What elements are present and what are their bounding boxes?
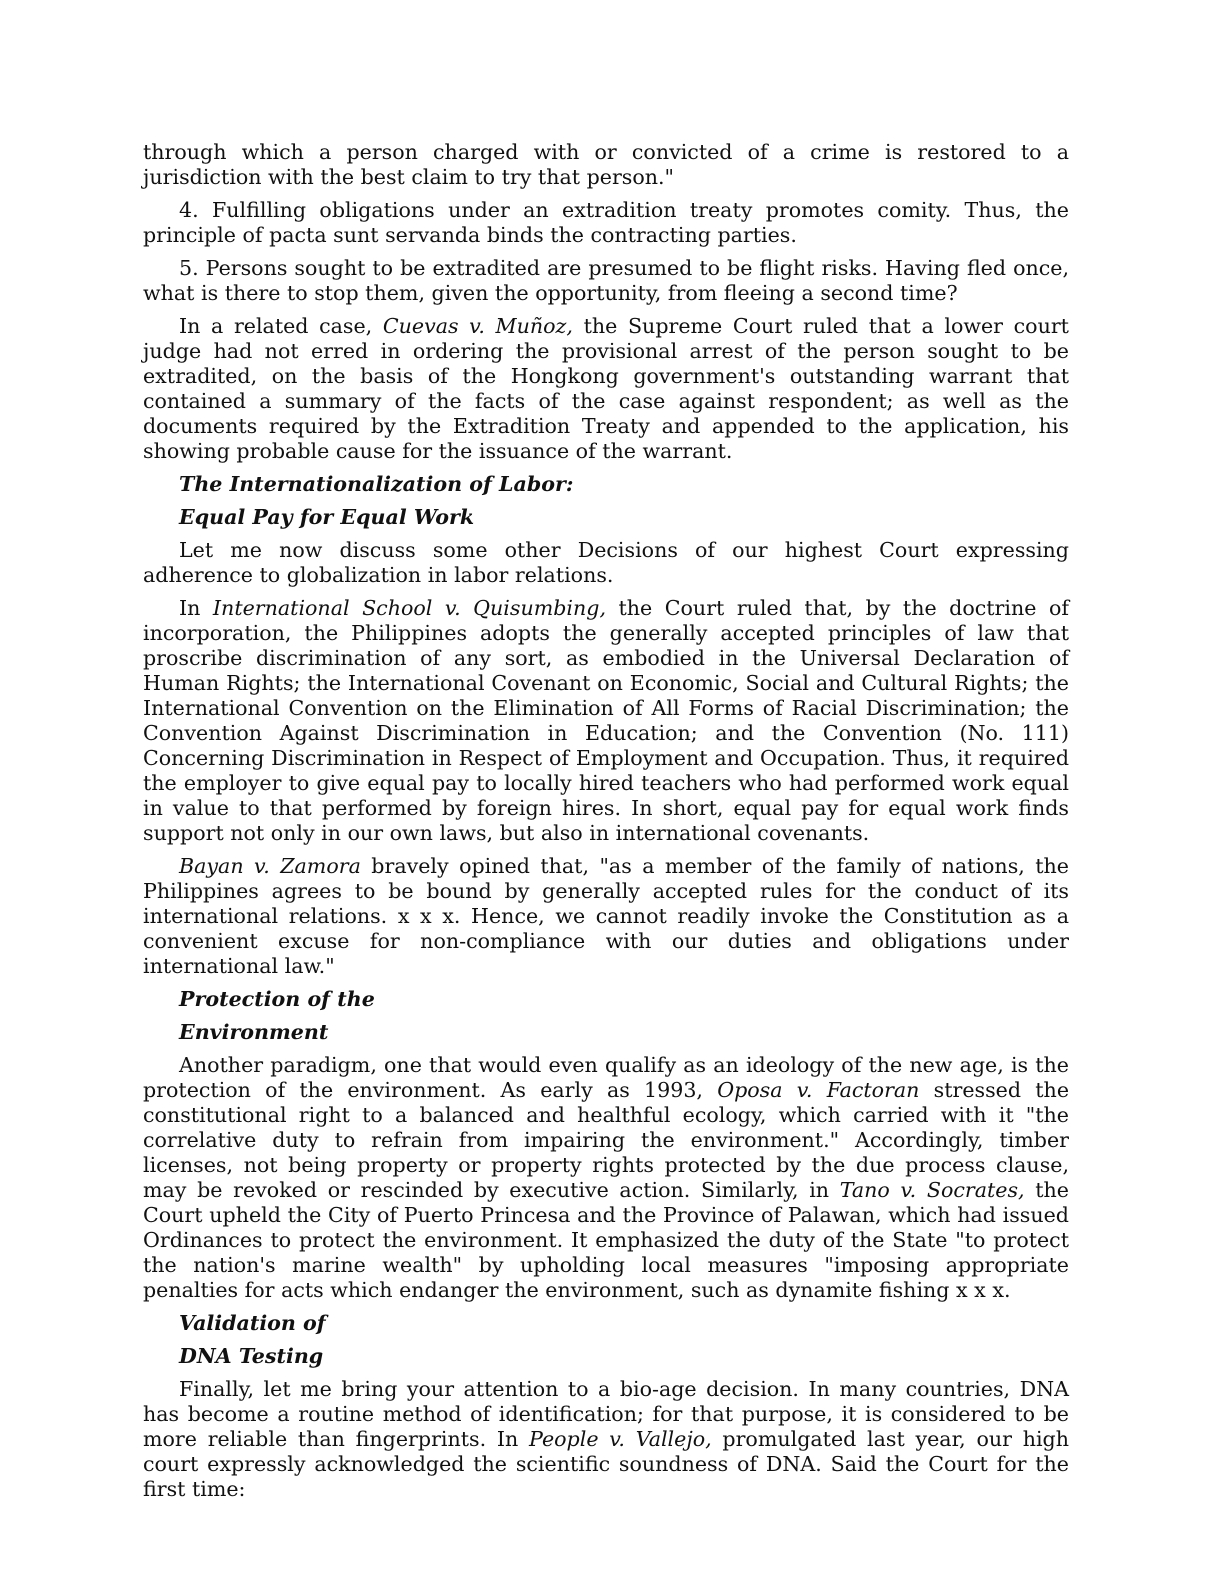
paragraph-continuation: through which a person charged with or convicted of a crime is restored to a jurisdiction with the best claim to try that person." (143, 140, 1069, 189)
section-heading-environment-line1: Protection of the (179, 987, 375, 1011)
text-run: the Court ruled that, by the doctrine of incorporation, the Philippines adopts the generally accepted principles of law that proscribe discrimination of any sort, as embodied in the Universal Declaration of Human Rights; the International Covenant on Economic, Social and Cultural Rights; the International Convention on the Elimination of All Forms of Racial Discrimination; the Convention Against Discrimination in Education; and the Convention (No. 111) Concerning Discrimination in Respect of Employment and Occupation. Thus, it required the employer to give equal pay to locally hired teachers who had performed work equal in value to that performed by foreign hires. In short, equal pay for equal work finds support not only in our own laws, but also in international covenants. (143, 596, 1069, 845)
text-run: In (179, 596, 213, 620)
document-page (143, 140, 1069, 1510)
text-run: Finally, let me bring your attention to a bio-age decision. In many countries, DNA has become a routine method of identification; for that purpose, it is considered to be more reliable than fingerprints. In (143, 1377, 1069, 1451)
text-run: In a related case, (179, 314, 383, 338)
section-heading-environment-line2: Environment (179, 1020, 329, 1044)
text-run: bravely opined that, "as a member of the family of nations, the Philippines agrees to be bound by generally accepted rules for the conduct of its international relations. x x x. Hence, we cannot readily invoke the Constitution as a convenient excuse for non-compliance with our duties and obligations under international law." (143, 854, 1069, 978)
case-name: Bayan v. Zamora (179, 854, 361, 878)
paragraph-environment (143, 1053, 1069, 1303)
paragraph-item-4: 4. Fulfilling obligations under an extradition treaty promotes comity. Thus, the principle of pacta sunt servanda binds the contracting parties. (143, 198, 1069, 247)
paragraph-quisumbing (143, 596, 1069, 846)
case-name: Cuevas v. Muñoz, (382, 314, 573, 338)
case-name: Oposa v. Factoran (717, 1078, 920, 1102)
text-run: the Court upheld the City of Puerto Princesa and the Province of Palawan, which had issued Ordinances to protect the environment. It emphasized the duty of the State "to protect the nation's marine wealth" by upholding local measures "imposing appropriate penalties for acts which endanger the environment, such as dynamite fishing x x x. (143, 1178, 1069, 1302)
section-heading-labor-line2: Equal Pay for Equal Work (179, 505, 475, 529)
section-heading-dna-line1: Validation of (179, 1311, 326, 1335)
case-name: People v. Vallejo, (529, 1427, 712, 1451)
section-heading-labor-line1: The Internationalization of Labor: (179, 472, 574, 496)
paragraph-labor-intro: Let me now discuss some other Decisions of our highest Court expressing adherence to globalization in labor relations. (143, 538, 1069, 587)
section-heading-dna-line2: DNA Testing (179, 1344, 324, 1368)
text-run: stressed the constitutional right to a balanced and healthful ecology, which carried with it "the correlative duty to refrain from impairing the environment." Accordingly, timber licenses, not being property or property rights protected by the due process clause, may be revoked or rescinded by executive action. Similarly, in (143, 1078, 1070, 1202)
text-run: the Supreme Court ruled that a lower court judge had not erred in ordering the provisional arrest of the person sought to be extradited, on the basis of the Hongkong government's outstanding warrant that contained a summary of the facts of the case against respondent; as well as the documents required by the Extradition Treaty and appended to the application, his showing probable cause for the issuance of the warrant. (143, 314, 1069, 463)
text-run: promulgated last year, our high court expressly acknowledged the scientific soundness of DNA. Said the Court for the first time: (143, 1427, 1069, 1501)
paragraph-item-5: 5. Persons sought to be extradited are presumed to be flight risks. Having fled once, what is there to stop them, given the opportunity, from fleeing a second time? (143, 256, 1069, 305)
case-name: Tano v. Socrates, (839, 1178, 1025, 1202)
text-run: Another paradigm, one that would even qualify as an ideology of the new age, is the protection of the environment. As early as 1993, (143, 1053, 1069, 1102)
case-name: International School v. Quisumbing, (212, 596, 606, 620)
paragraph-zamora (143, 854, 1069, 979)
paragraph-dna (143, 1377, 1069, 1502)
paragraph-cuevas (143, 314, 1069, 464)
